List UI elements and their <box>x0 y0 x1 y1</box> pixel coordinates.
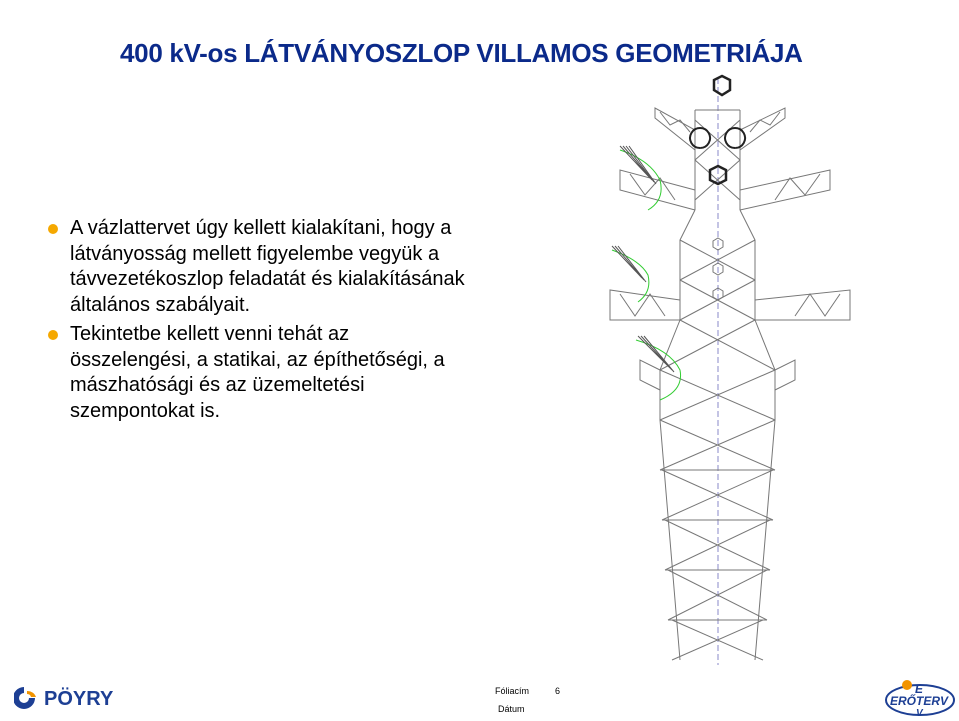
bullet-item <box>48 322 518 424</box>
bullet-line: mászhatósági és az üzemeltetési <box>70 374 365 396</box>
eroterv-logo-text: ERŐTERV <box>890 694 949 708</box>
poyry-logo-text: PÖYRY <box>44 688 114 710</box>
date-label: Dátum <box>498 704 525 714</box>
eroterv-logo <box>883 678 957 718</box>
bullet-line: általános szabályait. <box>70 293 251 316</box>
slide-label: Fóliacím <box>495 686 530 696</box>
slide-title: 400 kV-os LÁTVÁNYOSZLOP VILLAMOS GEOMETRIÁJA <box>120 38 803 68</box>
bullet-list <box>48 216 518 428</box>
bullet-line: távvezetékoszlop feladatát és kialakításának <box>70 268 465 290</box>
bullet-line: látványosság mellett figyelembe vegyük a <box>70 242 440 265</box>
bullet-dot-icon <box>48 330 58 340</box>
pylon-drawing <box>600 70 860 670</box>
eroterv-logo-v: V <box>916 708 923 718</box>
bullet-line: szempontokat is. <box>70 399 221 422</box>
eroterv-logo-e: E <box>915 682 924 696</box>
bullet-line: Tekintetbe kellett venni tehát az <box>70 323 350 345</box>
poyry-logo <box>14 683 144 713</box>
slide-number: 6 <box>555 686 561 696</box>
bullet-line: összelengési, a statikai, az építhetőségi, a <box>70 348 445 371</box>
bullet-dot-icon <box>48 224 58 234</box>
bullet-line: A vázlattervet úgy kellett kialakítani, hogy a <box>70 217 452 239</box>
bullet-item <box>48 216 518 318</box>
footer-info <box>495 686 560 714</box>
